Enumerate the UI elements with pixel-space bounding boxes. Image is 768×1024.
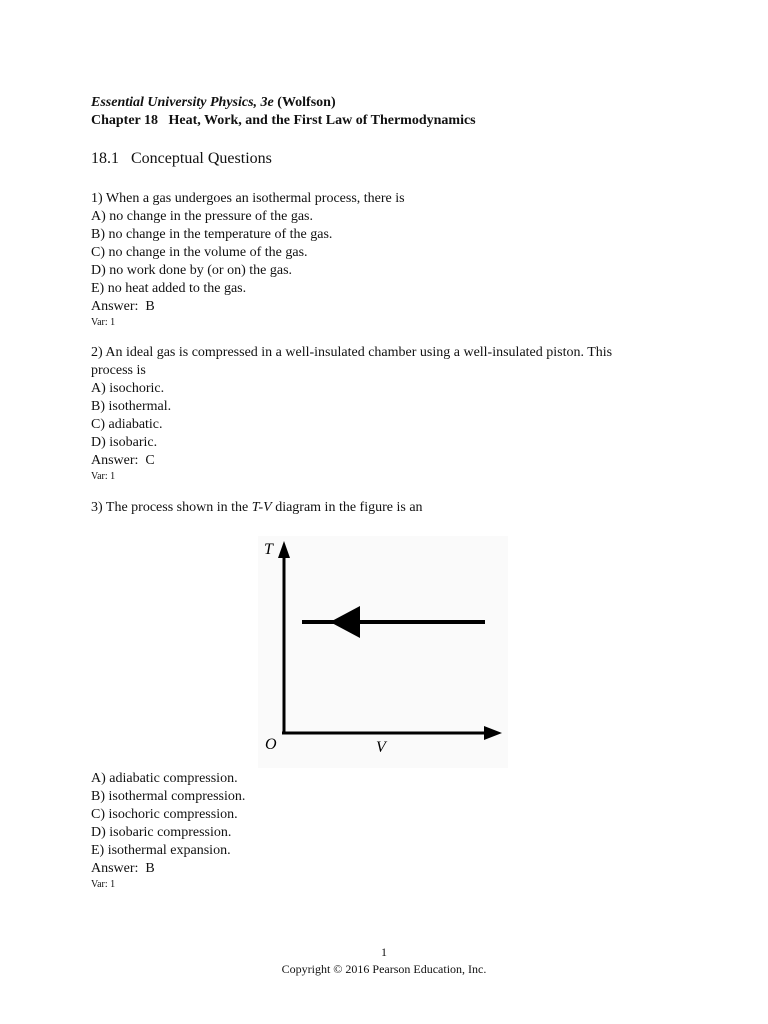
answer: Answer: C bbox=[91, 453, 155, 468]
question-stem: 1) When a gas undergoes an isothermal process, there is bbox=[91, 191, 405, 206]
stem-before: 3) The process shown in the bbox=[91, 500, 252, 515]
page-number: 1 bbox=[381, 945, 387, 959]
section-heading: 18.1 Conceptual Questions bbox=[91, 150, 272, 167]
question-1 bbox=[91, 190, 405, 330]
question-stem-line-2: process is bbox=[91, 363, 146, 378]
answer: Answer: B bbox=[91, 861, 155, 876]
document-header bbox=[91, 94, 476, 130]
option-b: B) isothermal compression. bbox=[91, 789, 246, 804]
v-axis-label: V bbox=[376, 739, 386, 756]
question-stem bbox=[91, 499, 423, 517]
option-a: A) isochoric. bbox=[91, 381, 165, 396]
variant-label: Var: 1 bbox=[91, 879, 116, 890]
option-b: B) no change in the temperature of the gas. bbox=[91, 227, 333, 242]
t-axis-label: T bbox=[264, 541, 273, 558]
chapter-title: Chapter 18 Heat, Work, and the First Law of Thermodynamics bbox=[91, 113, 476, 128]
tv-diagram bbox=[258, 536, 508, 768]
stem-after: diagram in the figure is an bbox=[271, 500, 423, 515]
variant-label: Var: 1 bbox=[91, 471, 116, 482]
book-author: (Wolfson) bbox=[273, 95, 336, 110]
option-c: C) adiabatic. bbox=[91, 417, 163, 432]
page-footer bbox=[0, 944, 768, 978]
question-3-options bbox=[91, 770, 245, 892]
option-b: B) isothermal. bbox=[91, 399, 172, 414]
option-d: D) isobaric compression. bbox=[91, 825, 232, 840]
question-2 bbox=[91, 344, 612, 484]
tv-diagram-svg bbox=[258, 536, 508, 768]
origin-label: O bbox=[265, 736, 277, 753]
stem-diagram-type: T-V bbox=[251, 500, 272, 515]
option-d: D) no work done by (or on) the gas. bbox=[91, 263, 293, 278]
option-c: C) no change in the volume of the gas. bbox=[91, 245, 308, 260]
option-e: E) no heat added to the gas. bbox=[91, 281, 247, 296]
copyright-notice: Copyright © 2016 Pearson Education, Inc. bbox=[281, 962, 487, 976]
book-line bbox=[91, 94, 476, 112]
option-c: C) isochoric compression. bbox=[91, 807, 238, 822]
option-a: A) no change in the pressure of the gas. bbox=[91, 209, 313, 224]
option-d: D) isobaric. bbox=[91, 435, 158, 450]
question-stem-line-1: 2) An ideal gas is compressed in a well-insulated chamber using a well-insulated piston. This bbox=[91, 345, 613, 360]
question-3 bbox=[91, 499, 423, 517]
option-e: E) isothermal expansion. bbox=[91, 843, 231, 858]
option-a: A) adiabatic compression. bbox=[91, 771, 238, 786]
answer: Answer: B bbox=[91, 299, 155, 314]
variant-label: Var: 1 bbox=[91, 317, 116, 328]
book-title: Essential University Physics, 3e bbox=[91, 95, 274, 110]
